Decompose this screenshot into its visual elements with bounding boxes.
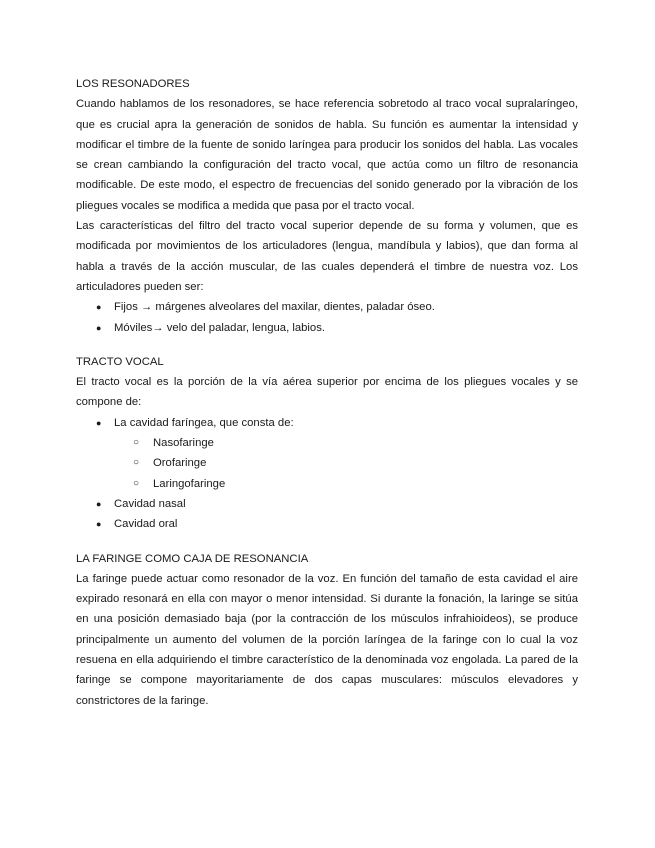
list-item-text: Cavidad nasal xyxy=(114,497,186,510)
list-item-text: Móviles→ velo del paladar, lengua, labios. xyxy=(114,321,326,334)
bullet-icon: ● xyxy=(96,498,102,509)
list-item-text: La cavidad faríngea, que consta de: xyxy=(114,416,294,429)
sub-list-item-text: Nasofaringe xyxy=(153,437,214,450)
section-title-tracto-vocal: TRACTO VOCAL xyxy=(76,355,164,368)
articuladores-list xyxy=(76,297,578,338)
sub-list-item-text: Orofaringe xyxy=(153,457,207,470)
hollow-bullet-icon: ○ xyxy=(133,457,140,469)
list-item-text: Fijos → márgenes alveolares del maxilar, dientes, paladar óseo. xyxy=(114,301,435,314)
bullet-icon: ● xyxy=(96,322,102,333)
section-title-faringe: LA FARINGE COMO CAJA DE RESONANCIA xyxy=(76,552,309,565)
hollow-bullet-icon: ○ xyxy=(133,477,140,489)
hollow-bullet-icon: ○ xyxy=(133,437,140,449)
document-page xyxy=(76,74,578,711)
paragraph-tracto-vocal: El tracto vocal es la porción de la vía aérea superior por encima de los pliegues vocales y se compone de: xyxy=(76,376,578,409)
bullet-icon: ● xyxy=(96,519,102,530)
list-item xyxy=(76,318,578,338)
paragraph-resonadores-2: Las características del filtro del tracto vocal superior depende de su forma y volumen, que es modificada por movimientos de los articuladores (lengua, mandíbula y labios), que dan forma al habla a través de la acción muscular, de las cuales dependerá el timbre de nuestra voz. Los articuladores pueden ser: xyxy=(76,220,578,293)
list-item xyxy=(76,413,578,433)
list-item xyxy=(76,297,578,317)
bullet-icon: ● xyxy=(96,417,102,428)
tracto-vocal-list xyxy=(76,413,578,535)
section-title-resonadores: LOS RESONADORES xyxy=(76,78,190,90)
sub-list-item xyxy=(76,474,578,494)
paragraph-resonadores-1: Cuando hablamos de los resonadores, se hace referencia sobretodo al traco vocal supralaríngeo, que es crucial apra la generación de sonidos de habla. Su función es aumentar la intensidad y modificar el timbre de la fuente de sonido laríngea para producir los sonidos del habla. Las vocales se crean cambiando la configuración del tracto vocal, que actúa como un filtro de resonancia modificable. De este modo, el espectro de frecuencias del sonido generado por la vibración de los pliegues vocales se modifica a medida que pasa por el tracto vocal. xyxy=(76,98,578,212)
list-item xyxy=(76,494,578,514)
list-item xyxy=(76,514,578,534)
sub-list-item xyxy=(76,453,578,473)
list-item-text: Cavidad oral xyxy=(114,518,178,531)
sub-list-item-text: Laringofaringe xyxy=(153,477,226,490)
paragraph-faringe: La faringe puede actuar como resonador de la voz. En función del tamaño de esta cavidad el aire expirado resonará en ella con mayor o menor intensidad. Si durante la fonación, la laringe se sitúa en una posición demasiado baja (por la contracción de los músculos infrahioideos), se produce principalmente un aumento del volumen de la porción laríngea de la faringe con lo cual la voz resuena en ella adquiriendo el timbre característico de la denominada voz engolada. La pared de la faringe se compone mayoritariamente de dos capas musculares: músculos elevadores y constrictores de la faringe. xyxy=(76,572,578,707)
sub-list-item xyxy=(76,433,578,453)
bullet-icon: ● xyxy=(96,302,102,313)
